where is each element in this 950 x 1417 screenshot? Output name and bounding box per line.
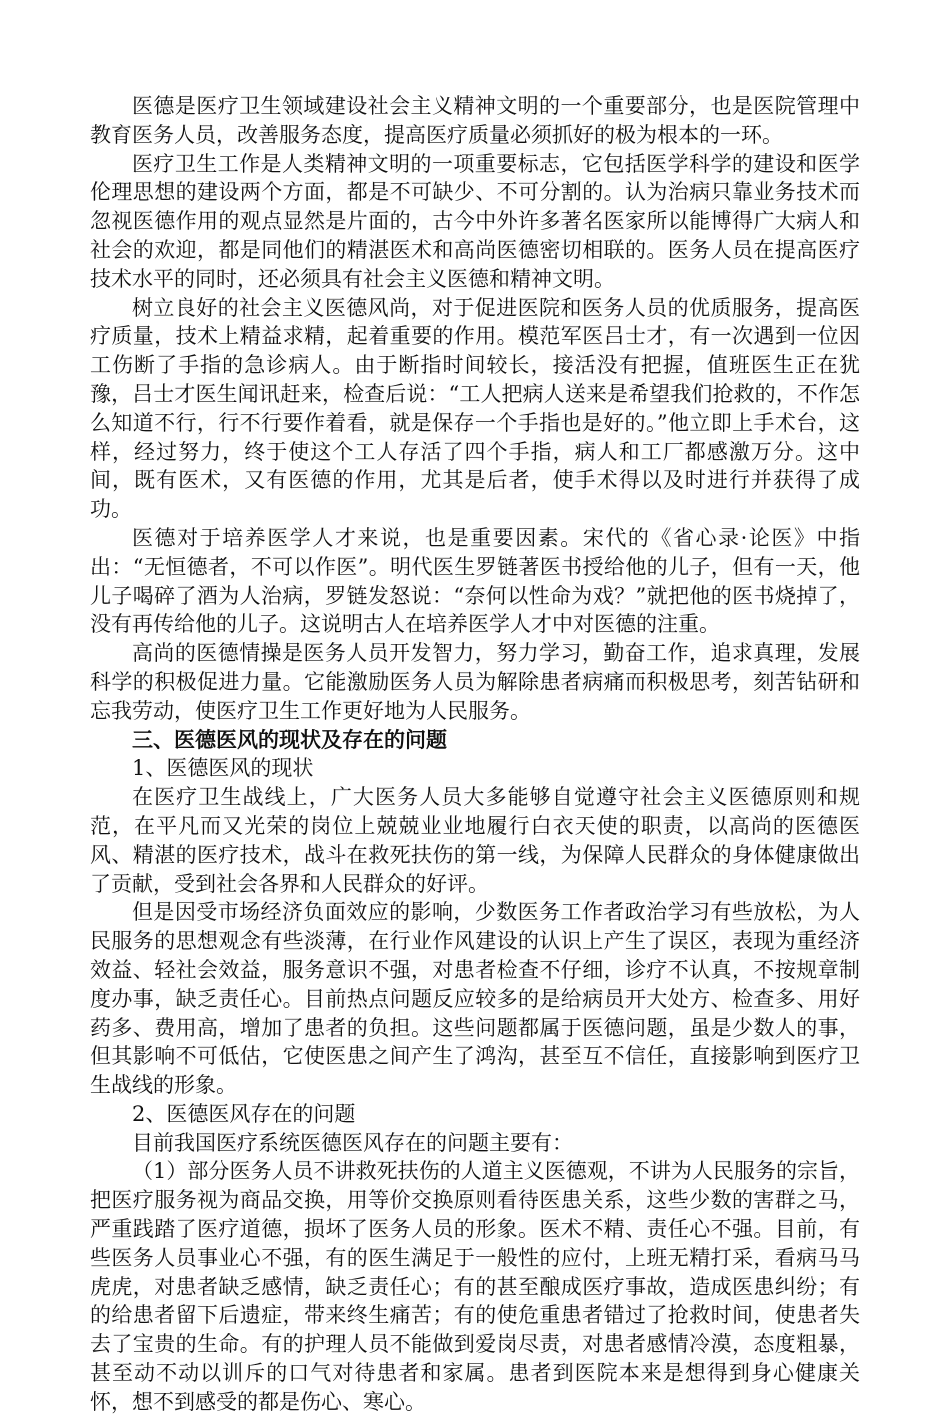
paragraph-noble-ethics: 高尚的医德情操是医务人员开发智力，努力学习，勤奋工作，追求真理，发展科学的积极促进力量。它能激励医务人员为解除患者病痛而积极思考，刻苦钻研和忘我劳动，使医疗卫生工作更好地为人民服务。 bbox=[90, 641, 860, 723]
paragraph-lu-shicai-example: 树立良好的社会主义医德风尚，对于促进医院和医务人员的优质服务，提高医疗质量，技术上精益求精，起着重要的作用。模范军医吕士才，有一次遇到一位因工伤断了手指的急诊病人。由于断指时间较长，接活没有把握，值班医生正在犹豫，吕士才医生闻讯赶来，检查后说：“工人把病人送来是希望我们抢救的，不作怎么知道不行，行不行要作着看，就是保存一个手指也是好的。”他立即上手术台，这样，经过努力，终于使这个工人存活了四个手指，病人和工厂都感激万分。这中间，既有医术，又有医德的作用，尤其是后者，使手术得以及时进行并获得了成功。 bbox=[90, 295, 860, 522]
paragraph-problem-1: （1）部分医务人员不讲救死扶伤的人道主义医德观，不讲为人民服务的宗旨，把医疗服务视为商品交换，用等价交换原则看待医患关系，这些少数的害群之马，严重践踏了医疗道德，损坏了医务人员的形象。医术不精、责任心不强。目前，有些医务人员事业心不强，有的医生满足于一般性的应付，上班无精打采，看病马马虎虎，对患者缺乏感情，缺乏责任心；有的甚至酿成医疗事故，造成医患纠纷；有的给患者留下后遗症，带来终生痛苦；有的使危重患者错过了抢救时间，使患者失去了宝贵的生命。有的护理人员不能做到爱岗尽责，对患者感情冷漠，态度粗暴，甚至动不动以训斥的口气对待患者和家属。患者到医院本来是想得到身心健康关怀，想不到感受的都是伤心、寒心。 bbox=[90, 1159, 860, 1414]
section-heading-3: 三、医德医风的现状及存在的问题 bbox=[132, 726, 447, 752]
document-page bbox=[90, 92, 860, 1417]
subheading-existing-problems: 2、医德医风存在的问题 bbox=[132, 1101, 356, 1126]
paragraph-intro: 医德是医疗卫生领域建设社会主义精神文明的一个重要部分，也是医院管理中教育医务人员，改善服务态度，提高医疗质量必须抓好的极为根本的一环。 bbox=[90, 94, 860, 147]
paragraph-current-status: 在医疗卫生战线上，广大医务人员大多能够自觉遵守社会主义医德原则和规范，在平凡而又光荣的岗位上兢兢业业地履行白衣天使的职责，以高尚的医德医风、精湛的医疗技术，战斗在救死扶伤的第一线，为保障人民群众的身体健康做出了贡献，受到社会各界和人民群众的好评。 bbox=[90, 785, 860, 896]
paragraph-spiritual-civilization: 医疗卫生工作是人类精神文明的一项重要标志，它包括医学科学的建设和医学伦理思想的建设两个方面，都是不可缺少、不可分割的。认为治病只靠业务技术而忽视医德作用的观点显然是片面的，古今中外许多著名医家所以能博得广大病人和社会的欢迎，都是同他们的精湛医术和高尚医德密切相联的。医务人员在提高医疗技术水平的同时，还必须具有社会主义医德和精神文明。 bbox=[90, 151, 860, 291]
subheading-current-status: 1、医德医风的现状 bbox=[132, 756, 314, 781]
paragraph-problems-intro: 目前我国医疗系统医德医风存在的问题主要有： bbox=[132, 1130, 573, 1155]
paragraph-market-effects: 但是因受市场经济负面效应的影响，少数医务工作者政治学习有些放松，为人民服务的思想观念有些淡薄，在行业作风建设的认识上产生了误区，表现为重经济效益、轻社会效益，服务意识不强，对患者检查不仔细，诊疗不认真，不按规章制度办事，缺乏责任心。目前热点问题反应较多的是给病员开大处方、检查多、用好药多、费用高，增加了患者的负担。这些问题都属于医德问题，虽是少数人的事，但其影响不可低估，它使医患之间产生了鸿沟，甚至互不信任，直接影响到医疗卫生战线的形象。 bbox=[90, 900, 860, 1098]
paragraph-training-talent: 医德对于培养医学人才来说，也是重要因素。宋代的《省心录·论医》中指出：“无恒德者，不可以作医”。明代医生罗链著医书授给他的儿子，但有一天，他儿子喝碎了酒为人治病，罗链发怒说：“奈何以性命为戏？”就把他的医书烧掉了，没有再传给他的儿子。这说明古人在培养医学人才中对医德的注重。 bbox=[90, 525, 860, 637]
